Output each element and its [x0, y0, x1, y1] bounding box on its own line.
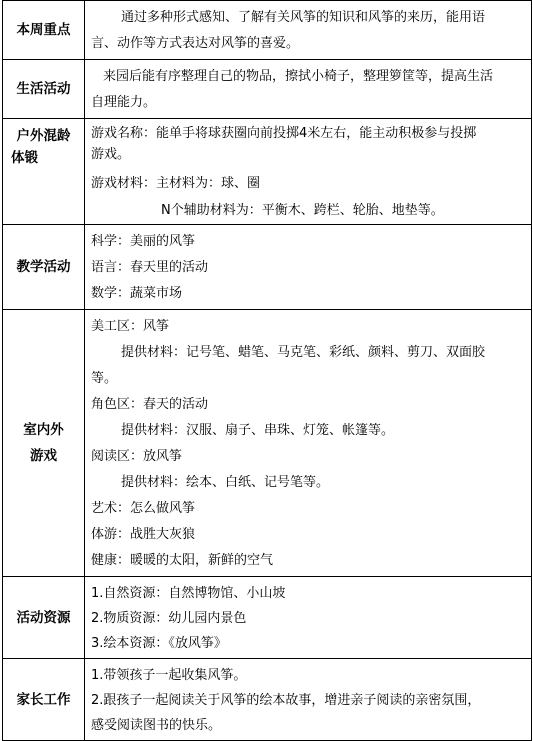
- games-art: 艺术：怎么做风筝: [91, 501, 196, 516]
- resources-item-2: 2.物质资源：幼儿园内景色: [91, 611, 247, 626]
- outdoor-line-4: N个辅助材料为：平衡木、跨栏、轮胎、地垫等。: [161, 203, 444, 218]
- label-resources: 活动资源: [3, 577, 85, 659]
- label-outdoor: [3, 119, 85, 225]
- label-games-line-2: 游戏: [30, 448, 57, 464]
- games-reading-area: 阅读区：放风筝: [91, 449, 183, 464]
- resources-item-3: 3.绘本资源：《放风筝》: [91, 636, 227, 651]
- focus-line-1: 通过多种形式感知、了解有关风筝的知识和风筝的来历，能用语: [121, 10, 486, 25]
- row-outdoor: [3, 119, 532, 225]
- teaching-item-2: 语言：春天里的活动: [91, 260, 209, 275]
- games-role-materials: 提供材料：汉服、扇子、串珠、灯笼、帐篷等。: [121, 423, 395, 438]
- outdoor-line-1: 游戏名称：能单手将球获圈向前投掷4米左右，能主动积极参与投掷: [91, 126, 477, 141]
- games-sport: 体游：战胜大灰狼: [91, 527, 196, 542]
- games-art-materials-2: 等。: [91, 371, 118, 386]
- teaching-item-1: 科学：美丽的风筝: [91, 234, 196, 249]
- content-games: [85, 310, 532, 577]
- games-reading-materials: 提供材料：绘本、白纸、记号笔等。: [121, 475, 330, 490]
- row-life: [3, 60, 532, 119]
- resources-item-1: 1.自然资源：自然博物馆、小山坡: [91, 586, 286, 601]
- label-life: 生活活动: [3, 60, 85, 119]
- outdoor-line-3: 游戏材料：主材料为：球、圈: [91, 176, 261, 191]
- label-outdoor-line-2: 体锻: [11, 150, 38, 166]
- outdoor-line-2: 游戏。: [91, 147, 131, 162]
- row-games: [3, 310, 532, 577]
- parents-line-3: 感受阅读图书的快乐。: [91, 718, 222, 733]
- weekly-plan-table: [2, 0, 532, 741]
- games-role-area: 角色区：春天的活动: [91, 397, 209, 412]
- content-teaching: [85, 225, 532, 310]
- parents-line-2: 2.跟孩子一起阅读关于风筝的绘本故事，增进亲子阅读的亲密氛围，: [91, 693, 481, 708]
- content-outdoor: [85, 119, 532, 225]
- content-focus: [85, 1, 532, 60]
- row-resources: [3, 577, 532, 659]
- label-parents: 家长工作: [3, 659, 85, 741]
- row-parents: [3, 659, 532, 741]
- content-resources: [85, 577, 532, 659]
- label-focus: 本周重点: [3, 1, 85, 60]
- games-health: 健康：暖暖的太阳，新鲜的空气: [91, 553, 274, 568]
- focus-line-2: 言、动作等方式表达对风筝的喜爱。: [91, 36, 300, 51]
- label-teaching: 教学活动: [3, 225, 85, 310]
- row-focus: [3, 1, 532, 60]
- life-line-1: 来园后能有序整理自己的物品，擦拭小椅子，整理箩筐等，提高生活: [103, 69, 494, 84]
- label-games: [3, 310, 85, 577]
- content-life: [85, 60, 532, 119]
- teaching-item-3: 数学：蔬菜市场: [91, 286, 183, 301]
- parents-line-1: 1.带领孩子一起收集风筝。: [91, 668, 247, 683]
- life-line-2: 自理能力。: [91, 95, 157, 110]
- games-art-area: 美工区：风筝: [91, 319, 170, 334]
- content-parents: [85, 659, 532, 741]
- label-games-line-1: 室内外: [23, 422, 64, 438]
- games-art-materials-1: 提供材料：记号笔、蜡笔、马克笔、彩纸、颜料、剪刀、双面胶: [121, 345, 486, 360]
- row-teaching: [3, 225, 532, 310]
- label-outdoor-line-1: 户外混龄: [16, 128, 71, 144]
